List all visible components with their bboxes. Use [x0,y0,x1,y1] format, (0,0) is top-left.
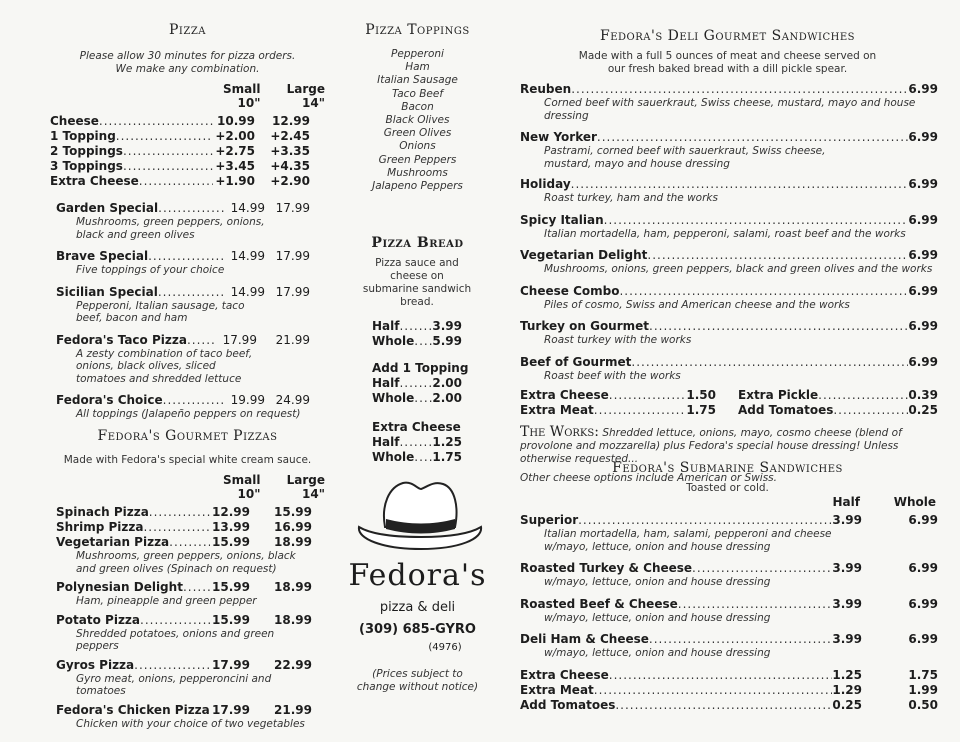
deli-extras-left [520,388,716,418]
deli-row: Turkey on Gourmet ..... 6.99 [520,319,938,334]
subs-section [515,460,940,713]
add-topping-title: Add 1 Topping [372,361,469,376]
topping-item: Italian Sausage [377,74,458,87]
deli-row: Reuben ..... 6.99 [520,82,938,97]
brand-phone-digits: (4976) [428,642,462,653]
pizza-base-list [50,114,325,189]
gourmet-row: Shrimp Pizza ..... 13.99 16.99 [56,520,312,535]
deli-note-2: our fresh baked bread with a dill pickle spear. [607,63,848,75]
deli-extra-row: Add Tomatoes ..... 0.25 [738,403,938,418]
bread-row: Half ..... 1.25 [372,435,462,450]
deli-row: Cheese Combo ..... 6.99 [520,284,938,299]
deli-row: New Yorker ..... 6.99 [520,130,938,145]
deli-extras-right [738,388,938,418]
topping-item: Ham [405,61,430,74]
pizza-bread-prices [372,319,469,465]
deli-extra-row: Extra Cheese ..... 1.50 [520,388,716,403]
brand-phone: (309) 685-GYRO [359,622,476,637]
deli-desc: Italian mortadella, ham, pepperoni, salami, roast beef and the works [544,227,906,240]
topping-item: Black Olives [385,114,450,127]
deli-row: Vegetarian Delight ..... 6.99 [520,248,938,263]
bread-row: Whole ..... 1.75 [372,450,462,465]
pizza-row: 2 Toppings ..... +2.75 +3.35 [50,144,310,159]
deli-extras [520,388,938,418]
topping-item: Taco Beef [391,87,444,100]
size-small-label: Small 10" [222,82,261,110]
sub-extra-row: Add Tomatoes ..... 0.25 0.50 [520,698,938,713]
deli-note-1: Made with a full 5 ounces of meat and cheese served on [578,50,877,62]
pizza-row: Extra Cheese ..... +1.90 +2.90 [50,174,310,189]
extra-cheese-title: Extra Cheese [372,420,461,435]
sub-extra-row: Extra Meat ..... 1.29 1.99 [520,683,938,698]
pizza-note-1: Please allow 30 minutes for pizza orders. [79,50,296,62]
toppings-title: Pizza Toppings [365,22,470,38]
bread-row: Half ..... 3.99 [372,319,462,334]
sub-row: Superior ..... 3.99 6.99 [520,513,938,528]
pizza-size-header [50,82,325,110]
pizza-section [50,0,325,421]
pizza-row: 1 Topping ..... +2.00 +2.45 [50,129,310,144]
col-half: Half [832,495,860,509]
pizza-bread-title: Pizza Bread [371,235,464,252]
pizza-row: 3 Toppings ..... +3.45 +4.35 [50,159,310,174]
deli-extra-row: Extra Meat ..... 1.75 [520,403,716,418]
gourmet-desc: Ham, pineapple and green pepper [76,595,257,607]
deli-row: Spicy Italian ..... 6.99 [520,213,938,228]
prices-note-1: (Prices subject to [372,668,463,680]
prices-note-2: change without notice) [356,681,479,693]
size-large-label: Large 14" [286,82,325,110]
topping-item: Pepperoni [391,48,444,60]
pizza-title: Pizza [169,22,206,38]
subs-col-header [520,495,940,509]
subs-note: Toasted or cold. [686,482,769,494]
gourmet-pizza-section [50,428,325,730]
works-title: The Works: [520,424,599,440]
pizza-specials [56,201,310,421]
bread-row: Half ..... 2.00 [372,376,462,391]
topping-item: Green Olives [383,127,452,140]
gourmet-row: Spinach Pizza ..... 12.99 15.99 [56,505,312,520]
gourmet-desc: Shredded potatoes, onions and green peppers [76,627,275,652]
deli-desc: Piles of cosmo, Swiss and American cheese and the works [544,298,850,311]
pizza-note-2: We make any combination. [115,63,260,75]
deli-list [520,82,938,485]
deli-section [515,0,940,485]
deli-desc: Roast turkey, ham and the works [544,192,718,204]
deli-row: Holiday ..... 6.99 [520,177,938,192]
pizza-bread-desc: Pizza sauce and cheese on submarine sandwich bread. [362,257,472,309]
special-row: Fedora's Taco Pizza ..... 17.99 21.99 [56,333,310,348]
sub-desc: Italian mortadella, ham, salami, pepperoni and cheese w/mayo, lettuce, onion and house dressing [544,528,832,553]
topping-item: Onions [399,140,436,153]
topping-item: Bacon [401,100,434,113]
special-desc: All toppings (Jalapeño peppers on request) [76,408,301,420]
sub-desc: w/mayo, lettuce, onion and house dressing [544,647,771,659]
topping-item: Green Peppers [378,153,457,166]
gourmet-row: Polynesian Delight ..... 15.99 18.99 [56,580,312,595]
topping-item: Mushrooms [387,166,448,179]
gourmet-row: Fedora's Chicken Pizza ..... 17.99 21.99 [56,703,312,718]
bread-row: Whole ..... 2.00 [372,391,462,406]
fedora-hat-icon [355,475,485,555]
subs-title: Fedora's Submarine Sandwiches [612,460,843,476]
special-row: Fedora's Choice ..... 19.99 24.99 [56,393,310,408]
sub-row: Roasted Beef & Cheese ..... 3.99 6.99 [520,597,938,612]
col-whole: Whole [893,495,936,509]
toppings-section [340,0,495,693]
gourmet-desc: Gyro meat, onions, pepperoncini and tomatoes [76,672,272,697]
special-row: Sicilian Special ..... 14.99 17.99 [56,285,310,300]
deli-row: Beef of Gourmet ..... 6.99 [520,355,938,370]
deli-desc: Roast beef with the works [544,369,681,382]
gourmet-size-header: Small 10" Large 14" [222,473,325,501]
brand-subtitle: pizza & deli [379,600,456,615]
gourmet-pizza-note: Made with Fedora's special white cream sauce. [63,454,312,466]
pizza-row: Cheese ..... 10.99 12.99 [50,114,310,129]
brand-name: Fedora's [348,558,487,593]
works-text: The Works: Shredded lettuce, onions, mayo, cosmo cheese (blend of provolone and mozzarella) plus Fedora's special house dressing! Unless otherwise requested... [520,424,902,465]
special-desc: A zesty combination of taco beef, onions, black olives, sliced tomatoes and shredded lettuce [76,347,253,385]
gourmet-row: Potato Pizza ..... 15.99 18.99 [56,613,312,628]
toppings-list [340,48,495,193]
subs-list [520,513,938,713]
special-row: Brave Special ..... 14.99 17.99 [56,249,310,264]
other-cheese-note: Other cheese options include American or Swiss. [520,472,777,484]
special-row: Garden Special ..... 14.99 17.99 [56,201,310,216]
gourmet-row: Vegetarian Pizza ..... 15.99 18.99 [56,535,312,550]
special-desc: Mushrooms, green peppers, onions, black and green olives [76,216,265,241]
sub-extra-row: Extra Cheese ..... 1.25 1.75 [520,668,938,683]
sub-row: Roasted Turkey & Cheese ..... 3.99 6.99 [520,561,938,576]
deli-extra-row: Extra Pickle ..... 0.39 [738,388,938,403]
deli-desc: Corned beef with sauerkraut, Swiss cheese, mustard, mayo and house dressing [544,97,916,122]
deli-title: Fedora's Deli Gourmet Sandwiches [599,28,856,44]
sub-desc: w/mayo, lettuce, onion and house dressing [544,576,771,588]
special-desc: Five toppings of your choice [76,264,225,276]
sub-desc: w/mayo, lettuce, onion and house dressing [544,611,771,624]
deli-desc: Mushrooms, onions, green peppers, black and green olives and the works [544,263,933,275]
gourmet-pizza-list [56,505,312,730]
special-desc: Pepperoni, Italian sausage, taco beef, bacon and ham [76,299,245,324]
gourmet-row: Gyros Pizza ..... 17.99 22.99 [56,658,312,673]
gourmet-desc: Mushrooms, green peppers, onions, black and green olives (Spinach on request) [76,550,296,575]
gourmet-pizza-title: Fedora's Gourmet Pizzas [97,428,278,444]
bread-row: Whole ..... 5.99 [372,334,462,349]
deli-desc: Pastrami, corned beef with sauerkraut, Swiss cheese, mustard, mayo and house dressing [544,145,826,170]
gourmet-desc: Chicken with your choice of two vegetables [76,717,305,730]
topping-item: Jalapeno Peppers [372,180,463,193]
sub-row: Deli Ham & Cheese ..... 3.99 6.99 [520,632,938,647]
deli-desc: Roast turkey with the works [544,334,692,346]
